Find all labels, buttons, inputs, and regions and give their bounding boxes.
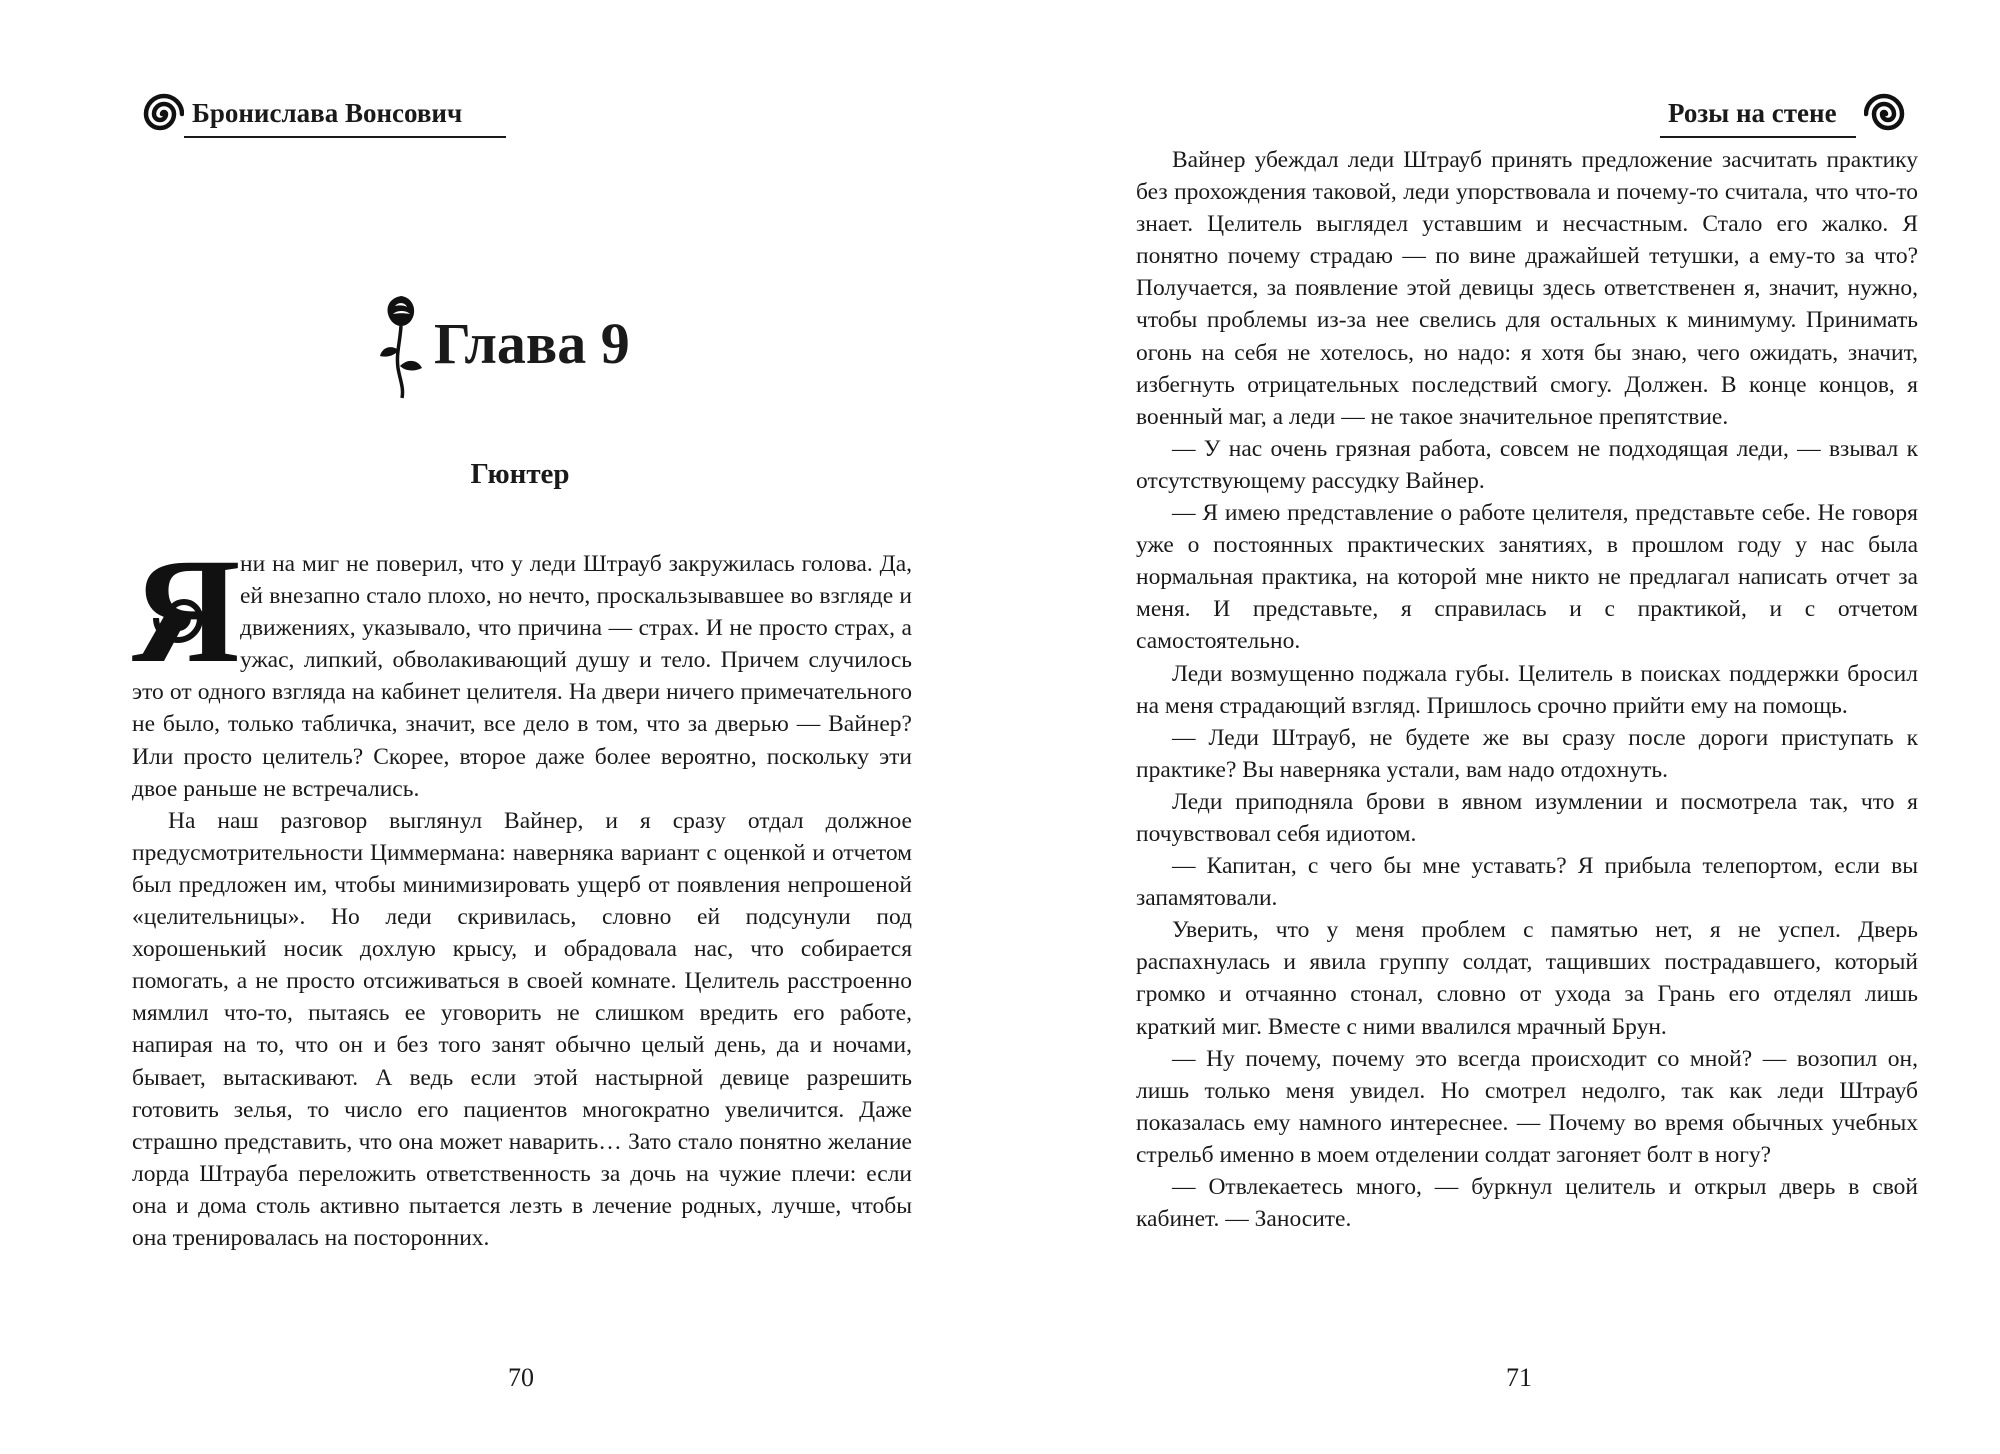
paragraph: — Капитан, с чего бы мне уставать? Я прибыла телепортом, если вы запамятовали. [1136, 853, 1918, 912]
author-name: Бронислава Вонсович [192, 98, 463, 128]
paragraph: Вайнер убеждал леди Штрауб принять предложение засчитать практику без прохождения таковой, леди упорствовала и почему-то считала, что что-то знает. Целитель выглядел уставшим и несчастным. Стало его жалко. Я понятно почему страдаю — по вине дражайшей тетушки, а ему-то за что? Получается, за появление этой девицы здесь ответственен я, значит, нужно, чтобы проблемы из-за нее свелись для остальных к минимуму. Принимать огонь на себя не хотелось, но надо: я хотя бы знаю, чего ожидать, значит, избегнуть отрицательных последствий смогу. Должен. В конце концов, я военный маг, а леди — не такое значительное препятствие. [1136, 147, 1918, 430]
header-rule [184, 136, 506, 138]
right-page [1000, 0, 2000, 1454]
paragraph: — Я имею представление о работе целителя, представьте себе. Не говоря уже о постоянных практических занятиях, в прошлом году у нас была нормальная практика, на которой мне никто не предлагал написать отчет за меня. И представьте, я справилась и с практикой, и с отчетом самостоятельно. [1136, 500, 1918, 655]
paragraph: Уверить, что у меня проблем с памятью нет, я не успел. Дверь распахнулась и явила группу солдат, тащивших пострадавшего, который громко и отчаянно стонал, словно от ухода за Грань его отделял лишь краткий миг. Вместе с ними ввалился мрачный Брун. [1136, 917, 1918, 1040]
left-body-text [132, 528, 912, 1254]
right-running-head [1660, 92, 1910, 140]
dropcap [132, 528, 241, 694]
paragraph: — У нас очень грязная работа, совсем не подходящая леди, — взывал к отсутствующему рассудку Вайнер. [1136, 435, 1918, 494]
page-number: 70 [508, 1363, 534, 1392]
paragraph: Леди возмущенно поджала губы. Целитель в поисках поддержки бросил на меня страдающий взгляд. Пришлось срочно прийти ему на помощь. [1136, 660, 1918, 719]
paragraph: — Отвлекаетесь много, — буркнул целитель и открыл дверь в свой кабинет. — Заносите. [1136, 1174, 1918, 1233]
chapter-heading [378, 292, 678, 402]
header-rule [1660, 136, 1856, 138]
dropcap-letter: Я [132, 528, 241, 694]
paragraph: — Леди Штрауб, не будете же вы сразу после дороги приступать к практике? Вы наверняка устали, вам надо отдохнуть. [1136, 724, 1918, 783]
paragraph [132, 528, 912, 805]
book-title: Розы на стене [1668, 98, 1837, 128]
spiral-ornament-icon [140, 92, 184, 136]
paragraph: На наш разговор выглянул Вайнер, и я сразу отдал должное предусмотрительности Циммермана: наверняка вариант с оценкой и отчетом был предложен им, чтобы минимизировать ущерб от появления непрошеной «целительницы». Но леди скривилась, словно ей подсунули под хорошенький носик дохлую крысу, и обрадовала нас, что собирается помогать, а не просто отсиживаться в своей комнате. Целитель расстроенно мямлил что-то, пытаясь ее уговорить не слишком вредить его работе, напирая на то, что он и без того занят обычно целый день, да и ночами, бывает, вытаскивают. А ведь если этой настырной девице разрешить готовить зелья, то число его пациентов многократно увеличится. Даже страшно представить, что она может наварить… Зато стало понятно желание лорда Штрауба переложить ответственность за дочь на чужие плечи: если она и дома столь активно пытается лезть в лечение родных, лучше, чтобы она тренировалась на посторонних. [132, 807, 912, 1251]
paragraph-text: ни на миг не поверил, что у леди Штрауб закружилась голова. Да, ей внезапно стало плохо, но нечто, проскальзывавшее во взгляде и движениях, указывало, что причина — страх. И не просто страх, а ужас, липкий, обволакивающий душу и тело. Причем случилось это от одного взгляда на кабинет целителя. На двери ничего примечательного не было, только табличка, значит, все дело в том, что за дверью — Вайнер? Или просто целитель? Скорее, второе даже более вероятно, поскольку эти двое раньше не встречались. [132, 551, 912, 802]
chapter-title: Глава 9 [434, 311, 630, 376]
rose-icon [378, 292, 424, 400]
left-running-head [140, 92, 500, 140]
right-body-text [1136, 144, 1918, 1235]
page-number: 71 [1506, 1363, 1532, 1392]
paragraph: — Ну почему, почему это всегда происходит со мной? — возопил он, лишь только меня увидел. Но смотрел недолго, так как леди Штрауб показалась ему намного интереснее. — Почему во время обычных учебных стрельб именно в моем отделении солдат загоняет болт в ногу? [1136, 1045, 1918, 1168]
section-title: Гюнтер [470, 458, 570, 490]
spiral-ornament-icon [1864, 92, 1908, 136]
paragraph: Леди приподняла брови в явном изумлении и посмотрела так, что я почувствовал себя идиотом. [1136, 788, 1918, 847]
